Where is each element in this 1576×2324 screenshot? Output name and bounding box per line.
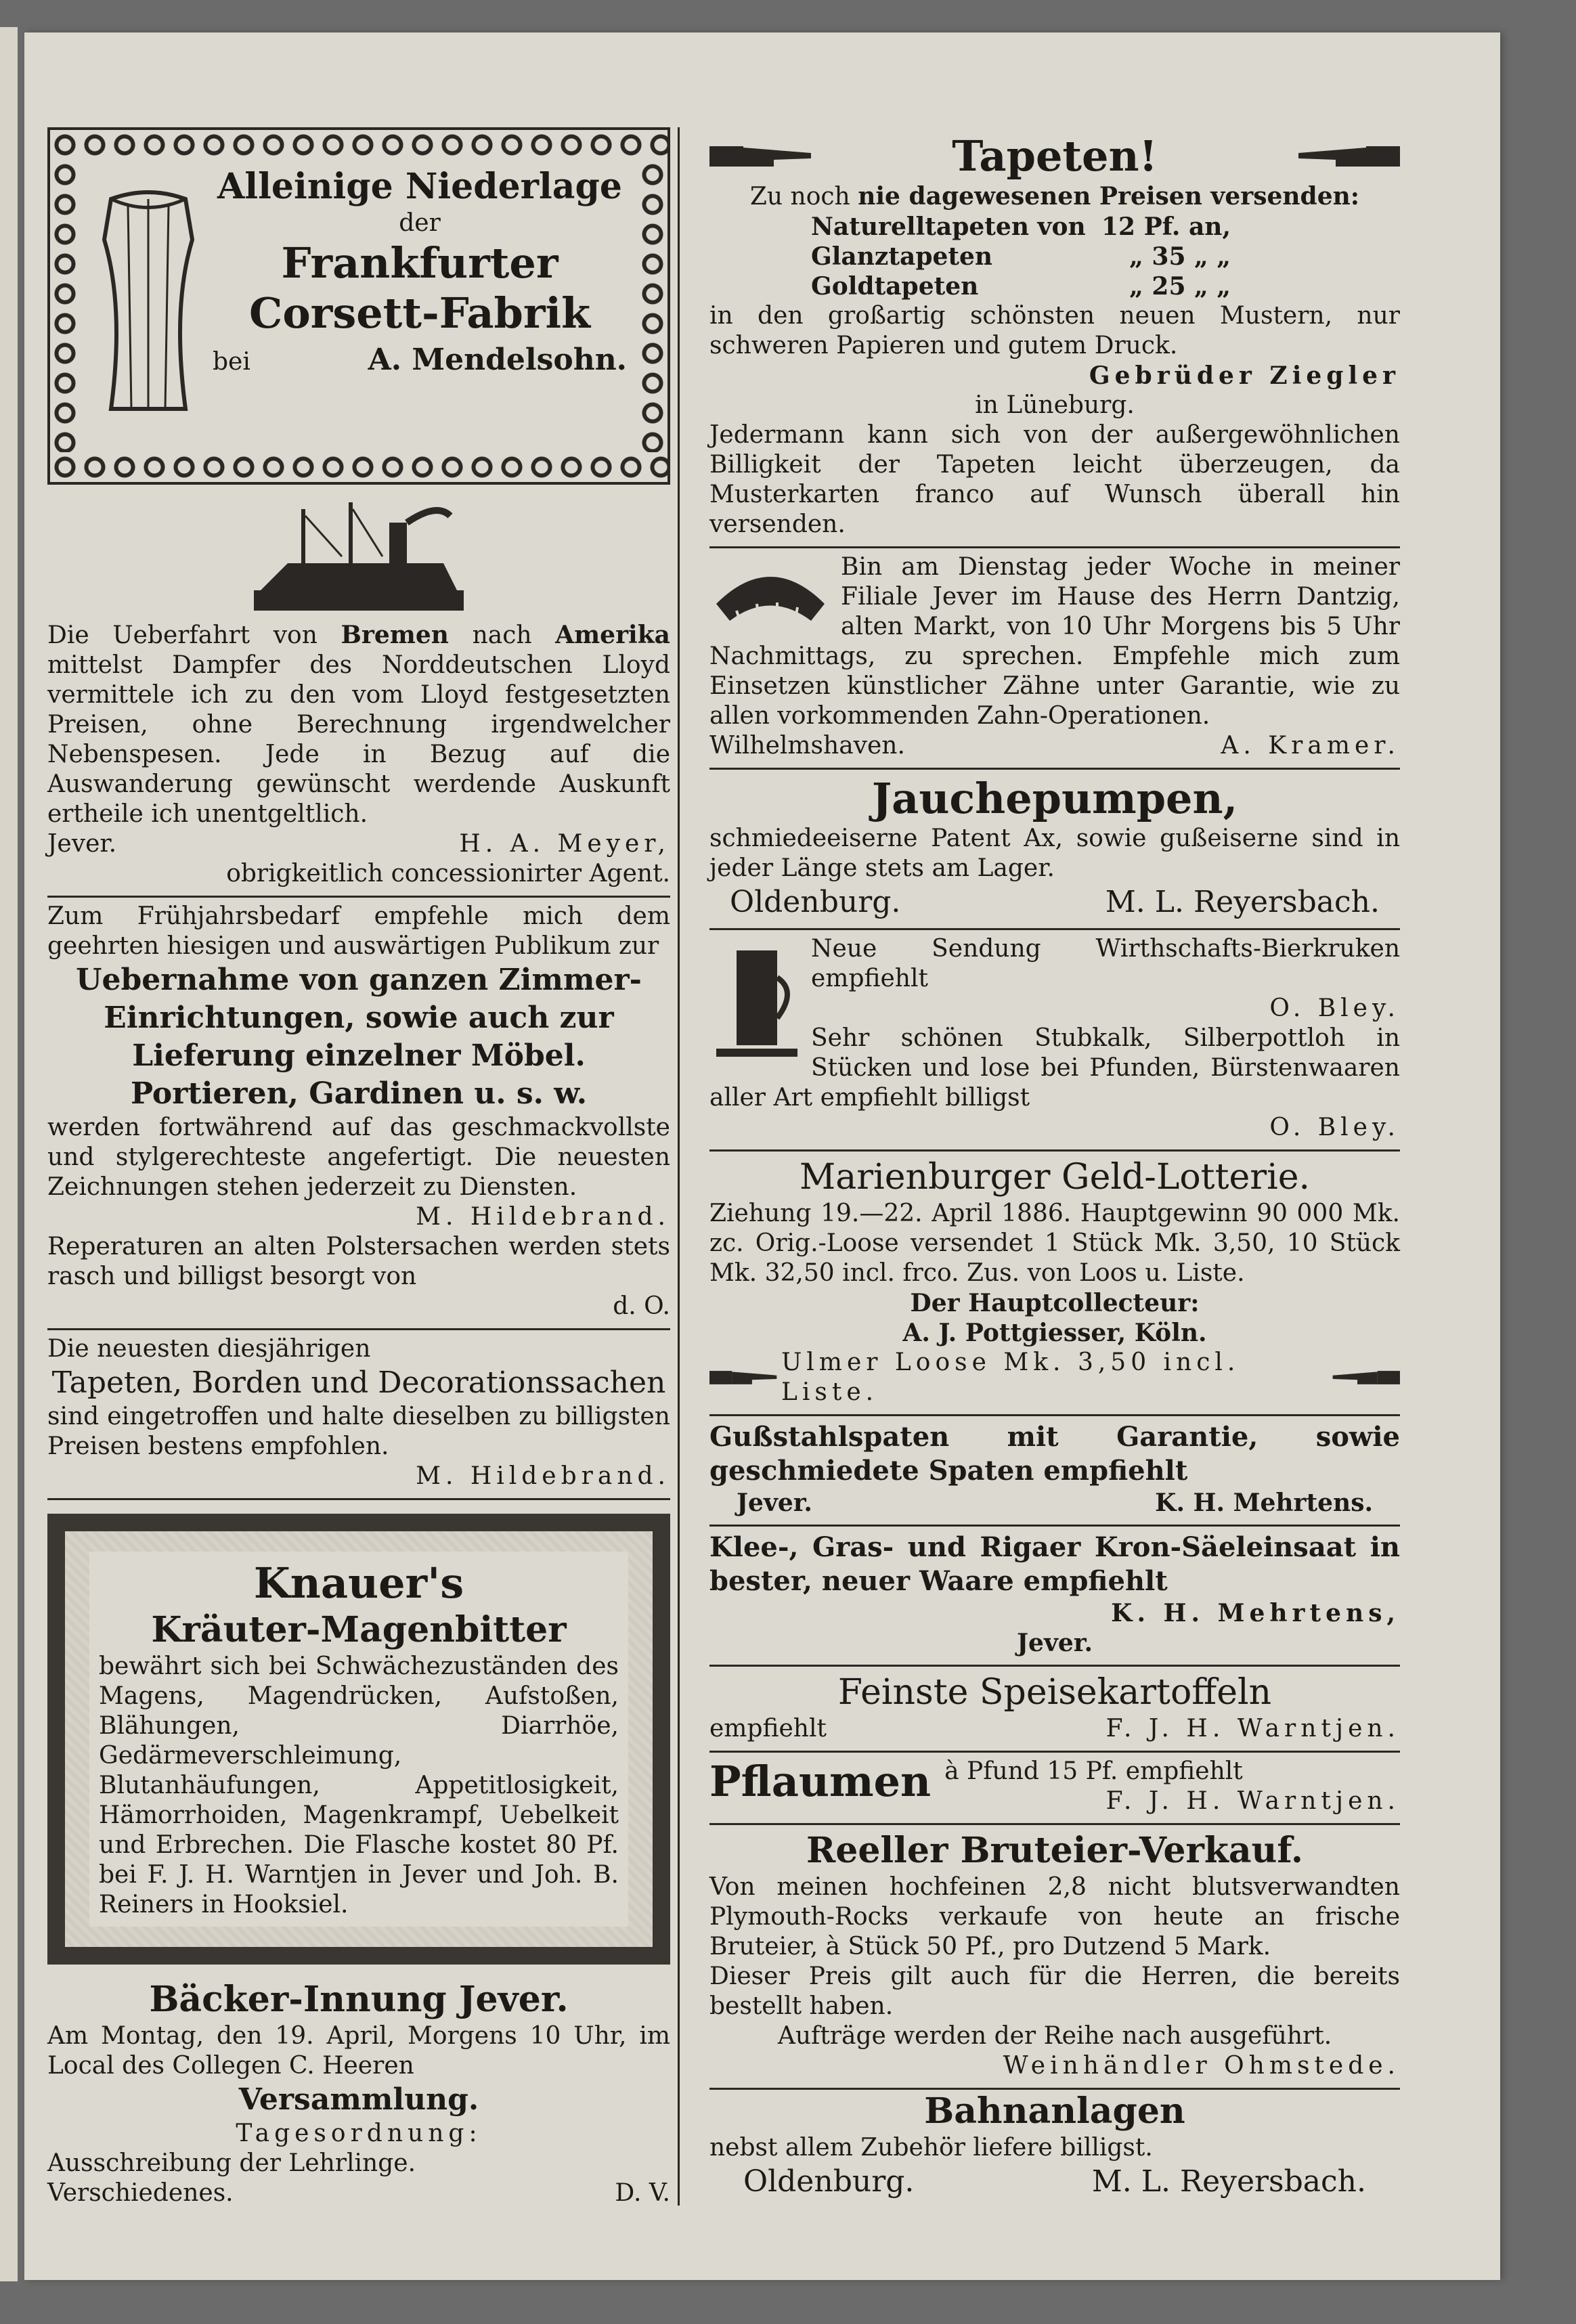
meyer-amerika: Amerika	[555, 621, 670, 649]
jauche-place: Oldenburg.	[730, 885, 901, 919]
bahn-title: Bahnanlagen	[924, 2090, 1185, 2132]
corset-line4: Corsett-Fabrik	[248, 288, 591, 338]
hildebrand-moebel-ad	[47, 898, 670, 1330]
ziegler-row-value: „ 25 „ „	[1129, 272, 1231, 301]
hildebrand1-bold1: Uebernahme von ganzen Zimmer-Einrichtungen, sowie auch zur Lieferung einzelner Möbel.	[76, 963, 642, 1073]
warntjen1-text: empfiehlt	[709, 1715, 827, 1742]
warntjen1-title: Feinste Speisekartoffeln	[837, 1672, 1272, 1713]
hildebrand-tapeten-ad	[47, 1330, 670, 1500]
ziegler-place: in Lüneburg.	[975, 391, 1135, 419]
pointing-hand-right-icon	[709, 1366, 781, 1389]
bley-text1: Neue Sendung Wirthschafts-Bierkruken empfiehlt	[811, 935, 1400, 992]
hildebrand1-sign: M. Hildebrand.	[416, 1203, 670, 1231]
hildebrand2-intro: Die neuesten diesjährigen	[47, 1335, 371, 1363]
meyer-text-a: Die Ueberfahrt von	[47, 621, 318, 649]
baecker-sign: D. V.	[615, 2179, 670, 2207]
corset-line5-name: A. Mendelsohn.	[368, 343, 627, 377]
mehrtens1-sign: K. H. Mehrtens.	[1155, 1489, 1373, 1517]
bahn-place: Oldenburg.	[743, 2164, 915, 2199]
hildebrand1-bold2: Portieren, Gardinen u. s. w.	[130, 1076, 588, 1111]
mehrtens2-sign: K. H. Mehrtens,	[1111, 1599, 1400, 1627]
jauche-text: schmiedeeiserne Patent Ax, sowie gußeiserne sind in jeder Länge stets am Lager.	[709, 825, 1400, 882]
baecker-agenda1: Ausschreibung der Lehrlinge.	[47, 2149, 416, 2177]
bley-sign2: O. Bley.	[1269, 1114, 1400, 1141]
meyer-role: obrigkeitlich concessionirter Agent.	[226, 860, 670, 887]
ziegler-intro-a: Zu noch	[749, 183, 850, 211]
kramer-sign: A. Kramer.	[1221, 732, 1400, 760]
baecker-text: Am Montag, den 19. April, Morgens 10 Uhr, im Local des Collegen C. Heeren	[47, 2022, 670, 2080]
mehrtens-spaten-ad	[709, 1416, 1400, 1527]
warntjen2-price: à Pfund 15 Pf. empfiehlt	[944, 1757, 1243, 1785]
ziegler-row-label: Goldtapeten	[811, 272, 979, 301]
meyer-text-b: nach	[472, 621, 532, 649]
corset-line1: Alleinige Niederlage	[217, 166, 622, 207]
pointing-hand-left-icon	[1328, 1366, 1400, 1389]
jauche-title: Jauchepumpen,	[871, 774, 1238, 823]
meyer-ad	[47, 491, 670, 898]
bahn-sign: M. L. Reyersbach.	[1091, 2164, 1366, 2199]
baecker-agenda-title: Tagesordnung:	[236, 2120, 482, 2147]
ohmstede-text2: Dieser Preis gilt auch für die Herren, die bereits bestellt haben.	[709, 1963, 1400, 2020]
ziegler-row-label: Glanztapeten	[811, 242, 993, 271]
lotterie-ad	[709, 1152, 1400, 1416]
ziegler-row-value: 12 Pf. an,	[1101, 213, 1231, 241]
ohmstede-sign: Weinhändler Ohmstede.	[1003, 2052, 1400, 2080]
bley-sign1: O. Bley.	[1269, 994, 1400, 1022]
kramer-ad	[709, 548, 1400, 770]
lotterie-collector-title: Der Hauptcollecteur:	[910, 1289, 1200, 1317]
ohmstede-text3: Aufträge werden der Reihe nach ausgeführt.	[777, 2022, 1332, 2050]
ziegler-title: Tapeten!	[952, 131, 1158, 181]
ziegler-row-value: „ 35 „ „	[1129, 242, 1231, 271]
lotterie-collector: A. J. Pottgiesser, Köln.	[902, 1319, 1207, 1347]
steamship-icon	[247, 496, 470, 617]
bahn-ad	[709, 2090, 1400, 2201]
baecker-title: Bäcker-Innung Jever.	[149, 1979, 569, 2020]
ziegler-firm: Gebrüder Ziegler	[1089, 361, 1400, 390]
adjacent-page-edge	[0, 27, 18, 2281]
lotterie-text: Ziehung 19.—22. April 1886. Hauptgewinn 90 000 Mk. zc. Orig.-Loose versendet 1 Stück Mk. 3,50, 10 Stück Mk. 32,50 incl. frco. Zus. von Loos u. Liste.	[709, 1200, 1400, 1287]
warntjen2-sign: F. J. H. Warntjen.	[1106, 1787, 1400, 1815]
ohmstede-title: Reeller Bruteier-Verkauf.	[806, 1830, 1303, 1871]
knauer-subtitle: Kräuter-Magenbitter	[151, 1609, 567, 1650]
mehrtens2-text: Klee-, Gras- und Rigaer Kron-Säeleinsaat in bester, neuer Waare empfiehlt	[709, 1531, 1400, 1597]
ziegler-text1: in den großartig schönsten neuen Mustern, nur schweren Papieren und gutem Druck.	[709, 302, 1400, 359]
pointing-hand-left-icon	[1292, 141, 1400, 172]
meyer-name: H. A. Meyer,	[459, 830, 670, 858]
lotterie-title: Marienburger Geld-Lotterie.	[799, 1157, 1311, 1198]
hildebrand1-text: werden fortwährend auf das geschmackvollste und stylgerechteste angefertigt. Die neuesten Zeichnungen stehen jederzeit zu Diensten.	[47, 1114, 670, 1201]
mehrtens2-place: Jever.	[1017, 1629, 1093, 1657]
hildebrand2-text: sind eingetroffen und halte dieselben zu billigsten Preisen bestens empfohlen.	[47, 1403, 670, 1460]
hildebrand1-repair: Reperaturen an alten Polstersachen werden stets rasch und billigst besorgt von	[47, 1233, 670, 1290]
ohmstede-ad	[709, 1825, 1400, 2090]
warntjen1-sign: F. J. H. Warntjen.	[1106, 1715, 1400, 1742]
hildebrand1-intro: Zum Frühjahrsbedarf empfehle mich dem geehrten hiesigen und auswärtigen Publikum zur	[47, 902, 670, 960]
hildebrand2-bold: Tapeten, Borden und Decorationssachen	[51, 1365, 666, 1400]
beer-mug-icon	[709, 937, 804, 1066]
corset-line2: der	[399, 209, 441, 237]
ring-border-right	[638, 160, 667, 452]
meyer-text-c: mittelst Dampfer des Norddeutschen Lloyd vermittele ich zu den vom Lloyd festgesetzten Preisen, ohne Berechnung irgendwelcher Nebenspesen. Jede in Bezug auf die Auswanderung gewünscht werdende Auskunft ertheile ich unentgeltlich.	[47, 651, 670, 828]
warntjen2-title: Pflaumen	[709, 1757, 932, 1806]
knauer-ad	[47, 1514, 670, 1965]
corset-ad	[47, 127, 670, 485]
column-rule	[678, 127, 680, 2206]
newspaper-page	[24, 32, 1500, 2280]
left-column	[47, 127, 670, 2208]
knauer-title: Knauer's	[253, 1558, 464, 1608]
baecker-agenda2: Verschiedenes.	[47, 2179, 234, 2207]
baecker-ad	[47, 1978, 670, 2208]
mehrtens1-text: Gußstahlspaten mit Garantie, sowie geschmiedete Spaten empfiehlt	[709, 1421, 1400, 1487]
ziegler-intro-b: nie dagewesenen Preisen versenden:	[858, 182, 1360, 211]
mehrtens-saat-ad	[709, 1527, 1400, 1667]
kramer-place: Wilhelmshaven.	[709, 732, 905, 760]
jauche-ad	[709, 770, 1400, 930]
right-column	[709, 127, 1400, 2201]
hildebrand2-sign: M. Hildebrand.	[416, 1462, 670, 1490]
baecker-bold: Versammlung.	[238, 2082, 479, 2117]
meyer-bremen: Bremen	[341, 621, 449, 649]
warntjen-pflaumen-ad	[709, 1753, 1400, 1825]
ring-border-left	[50, 160, 80, 452]
bley-text2: Sehr schönen Stubkalk, Silberpottloh in Stücken und lose bei Pfunden, Bürstenwaaren aller Art empfiehlt billigst	[709, 1024, 1400, 1112]
ziegler-text2: Jedermann kann sich von der außergewöhnlichen Billigkeit der Tapeten leicht überzeugen, da Musterkarten franco auf Wunsch überall hin versenden.	[709, 421, 1400, 538]
dentures-icon	[709, 556, 831, 631]
ziegler-row-label: Naturelltapeten von	[811, 213, 1086, 241]
corset-line3: Frankfurter	[281, 238, 559, 288]
hildebrand1-repair-sign: d. O.	[613, 1292, 670, 1320]
jauche-sign: M. L. Reyersbach.	[1105, 885, 1380, 919]
knauer-text: bewährt sich bei Schwächezuständen des Magens, Magendrücken, Aufstoßen, Blähungen, Diarrhöe, Gedärmeverschleimung, Blutanhäufungen, Appetitlosigkeit, Hämorrhoiden, Magenkrampf, Uebelkeit und Erbrechen. Die Flasche kostet 80 Pf. bei F. J. H. Warntjen in Jever und Joh. B. Reiners in Hooksiel.	[99, 1652, 619, 1919]
ohmstede-text1: Von meinen hochfeinen 2,8 nicht blutsverwandten Plymouth-Rocks verkaufe von heute an frische Bruteier, à Stück 50 Pf., pro Dutzend 5 Mark.	[709, 1873, 1400, 1960]
ziegler-ad	[709, 127, 1400, 548]
corset-icon	[91, 185, 206, 422]
bahn-text: nebst allem Zubehör liefere billigst.	[709, 2134, 1153, 2162]
mehrtens1-place: Jever.	[737, 1489, 812, 1517]
kramer-text: Bin am Dienstag jeder Woche in meiner Filiale Jever im Hause des Herrn Dantzig, alten Markt, von 10 Uhr Morgens bis 5 Uhr Nachmittags, zu sprechen. Empfehle mich zum Einsetzen künstlicher Zähne unter Garantie, wie zu allen vorkommenden Zahn-Operationen.	[709, 553, 1400, 730]
lotterie-ulmer: Ulmer Loose Mk. 3,50 incl. Liste.	[781, 1349, 1240, 1406]
warntjen-kartoffeln-ad	[709, 1667, 1400, 1753]
meyer-place: Jever.	[47, 830, 117, 858]
bley-ad	[709, 930, 1400, 1152]
pointing-hand-right-icon	[709, 141, 818, 172]
corset-line5-prefix: bei	[213, 348, 250, 376]
